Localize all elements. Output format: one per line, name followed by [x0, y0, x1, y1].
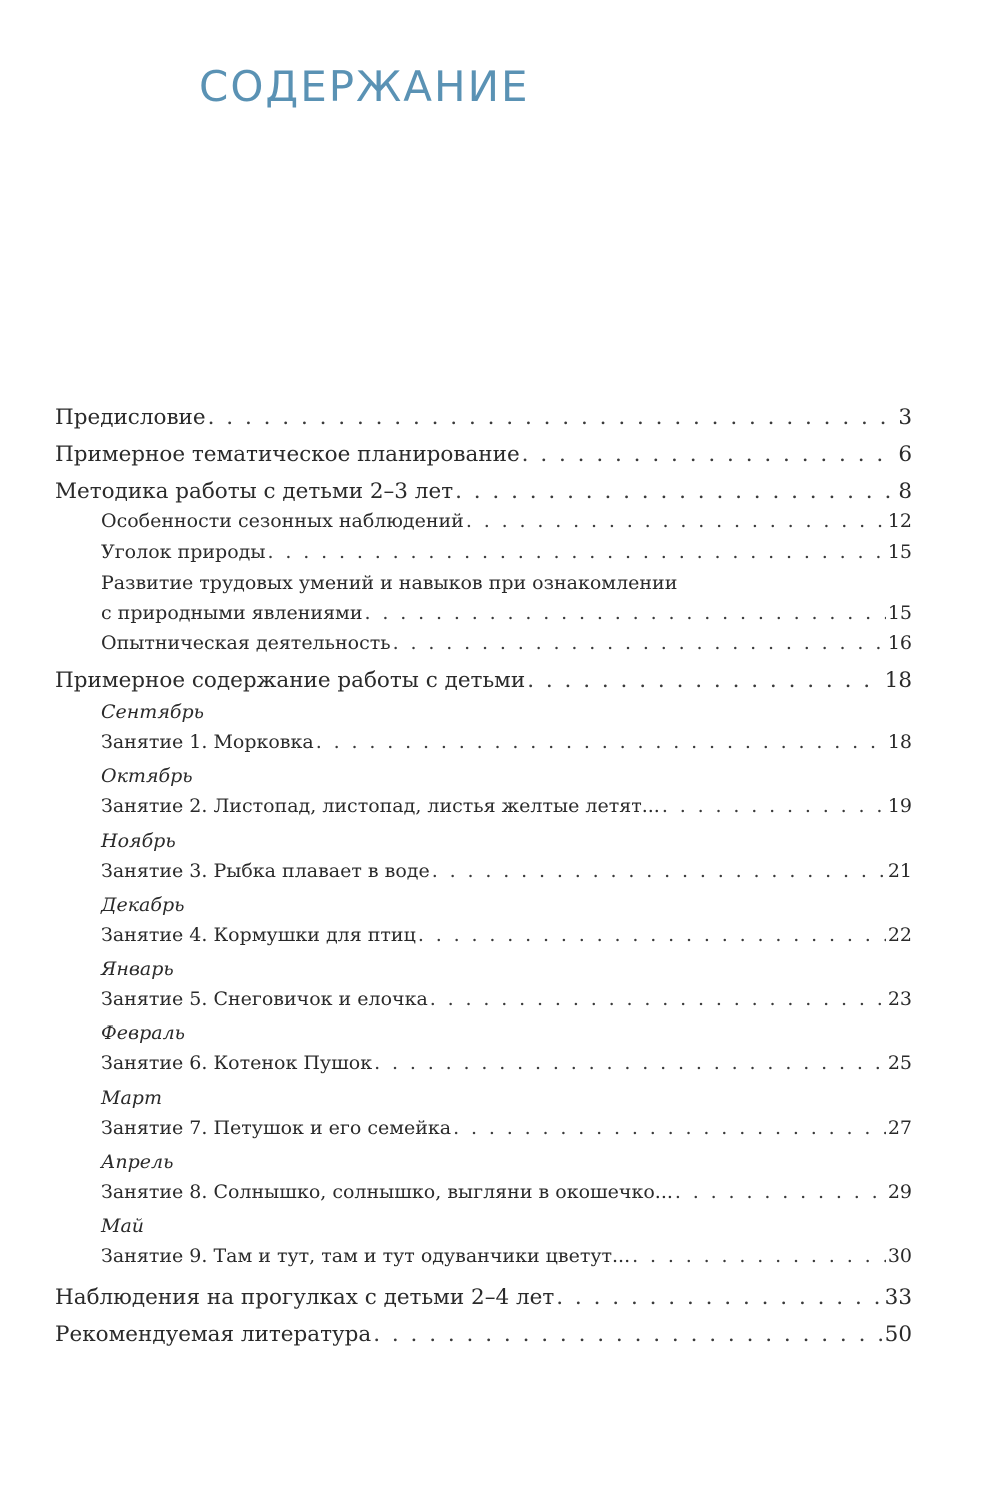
toc-entry-title: Занятие 2. Листопад, листопад, листья желтые летят...: [101, 795, 660, 817]
toc-entry-corner[interactable]: [101, 543, 912, 562]
dot-leader: [632, 1247, 886, 1266]
toc-entry-planning[interactable]: [55, 444, 912, 466]
toc-entry-lesson-6[interactable]: [101, 1054, 912, 1073]
dot-leader: [374, 1054, 886, 1073]
dot-leader: [455, 481, 896, 503]
month-heading: Январь: [101, 958, 174, 980]
dot-leader: [418, 926, 886, 945]
toc-entry-title: с природными явлениями: [101, 602, 363, 624]
month-heading: Май: [101, 1215, 145, 1237]
month-heading: Октябрь: [101, 765, 193, 787]
toc-entry-content[interactable]: [55, 670, 912, 692]
toc-entry-literature[interactable]: [55, 1324, 912, 1346]
month-heading: Февраль: [101, 1022, 186, 1044]
dot-leader: [208, 407, 897, 429]
dot-leader: [522, 444, 897, 466]
toc-entry-title: Опытническая деятельность: [101, 632, 391, 654]
dot-leader: [267, 543, 885, 562]
toc-entry-labor-line1: Развитие трудовых умений и навыков при ознакомлении: [101, 572, 678, 594]
toc-page-number: 25: [887, 1052, 912, 1074]
toc-entry-title: Занятие 6. Котенок Пушок: [101, 1052, 373, 1074]
dot-leader: [316, 733, 886, 752]
toc-page-number: 12: [887, 510, 912, 532]
dot-leader: [432, 862, 886, 881]
toc-entry-title: Занятие 3. Рыбка плавает в воде: [101, 860, 430, 882]
toc-page-number: 19: [887, 795, 912, 817]
toc-page-number: 27: [887, 1117, 912, 1139]
toc-page-number: 33: [884, 1285, 912, 1310]
toc-entry-title: Занятие 9. Там и тут, там и тут одуванчики цветут...: [101, 1245, 631, 1267]
toc-page-number: 50: [884, 1322, 912, 1347]
toc-entry-title: Особенности сезонных наблюдений: [101, 510, 464, 532]
toc-page-number: 15: [887, 602, 912, 624]
toc-entry-title: Занятие 8. Солнышко, солнышко, выгляни в окошечко...: [101, 1181, 673, 1203]
toc-entry-seasonal[interactable]: [101, 512, 912, 531]
dot-leader: [466, 512, 886, 531]
dot-leader: [365, 604, 886, 623]
toc-entry-title: Наблюдения на прогулках с детьми 2–4 лет: [55, 1285, 555, 1310]
toc-entry-lesson-3[interactable]: [101, 862, 912, 881]
month-heading: Декабрь: [101, 894, 185, 916]
month-heading: Ноябрь: [101, 830, 176, 852]
toc-entry-lesson-7[interactable]: [101, 1119, 912, 1138]
dot-leader: [430, 990, 886, 1009]
toc-entry-preface[interactable]: [55, 407, 912, 429]
dot-leader: [453, 1119, 886, 1138]
month-heading: Сентябрь: [101, 701, 204, 723]
toc-entry-lesson-4[interactable]: [101, 926, 912, 945]
toc-entry-title: Занятие 1. Морковка: [101, 731, 314, 753]
dot-leader: [675, 1183, 886, 1202]
dot-leader: [393, 634, 886, 653]
toc-entry-title: Занятие 5. Снеговичок и елочка: [101, 988, 428, 1010]
toc-entry-experiments[interactable]: [101, 634, 912, 653]
toc-entry-title: Занятие 4. Кормушки для птиц: [101, 924, 416, 946]
month-heading: Март: [101, 1087, 162, 1109]
toc-entry-labor[interactable]: [101, 604, 912, 623]
toc-entry-title: Уголок природы: [101, 541, 266, 563]
dot-leader: [662, 797, 886, 816]
toc-entry-title: Занятие 7. Петушок и его семейка: [101, 1117, 452, 1139]
toc-page-number: 6: [898, 442, 912, 467]
toc-page-number: 8: [898, 479, 912, 504]
page-title: СОДЕРЖАНИЕ: [199, 62, 530, 111]
toc-page-number: 22: [887, 924, 912, 946]
toc-page-number: 3: [898, 405, 912, 430]
toc-entry-lesson-5[interactable]: [101, 990, 912, 1009]
toc-page-number: 18: [887, 731, 912, 753]
dot-leader: [556, 1287, 882, 1309]
toc-entry-title: Рекомендуемая литература: [55, 1322, 372, 1347]
toc-entry-title: Предисловие: [55, 405, 206, 430]
toc-entry-method[interactable]: [55, 481, 912, 503]
toc-page-number: 21: [887, 860, 912, 882]
toc-entry-lesson-8[interactable]: [101, 1183, 912, 1202]
month-heading: Апрель: [101, 1151, 174, 1173]
toc-page-number: 23: [887, 988, 912, 1010]
toc-page-number: 29: [887, 1181, 912, 1203]
toc-entry-lesson-9[interactable]: [101, 1247, 912, 1266]
dot-leader: [373, 1324, 882, 1346]
toc-entry-title: Методика работы с детьми 2–3 лет: [55, 479, 454, 504]
toc-entry-lesson-1[interactable]: [101, 733, 912, 752]
toc-entry-walks[interactable]: [55, 1287, 912, 1309]
toc-entry-title: Примерное содержание работы с детьми: [55, 668, 526, 693]
toc-entry-lesson-2[interactable]: [101, 797, 912, 816]
dot-leader: [527, 670, 882, 692]
toc-page-number: 30: [887, 1245, 912, 1267]
toc-page-number: 15: [887, 541, 912, 563]
toc-entry-title: Примерное тематическое планирование: [55, 442, 520, 467]
toc-page-number: 18: [884, 668, 912, 693]
toc-page-number: 16: [887, 632, 912, 654]
